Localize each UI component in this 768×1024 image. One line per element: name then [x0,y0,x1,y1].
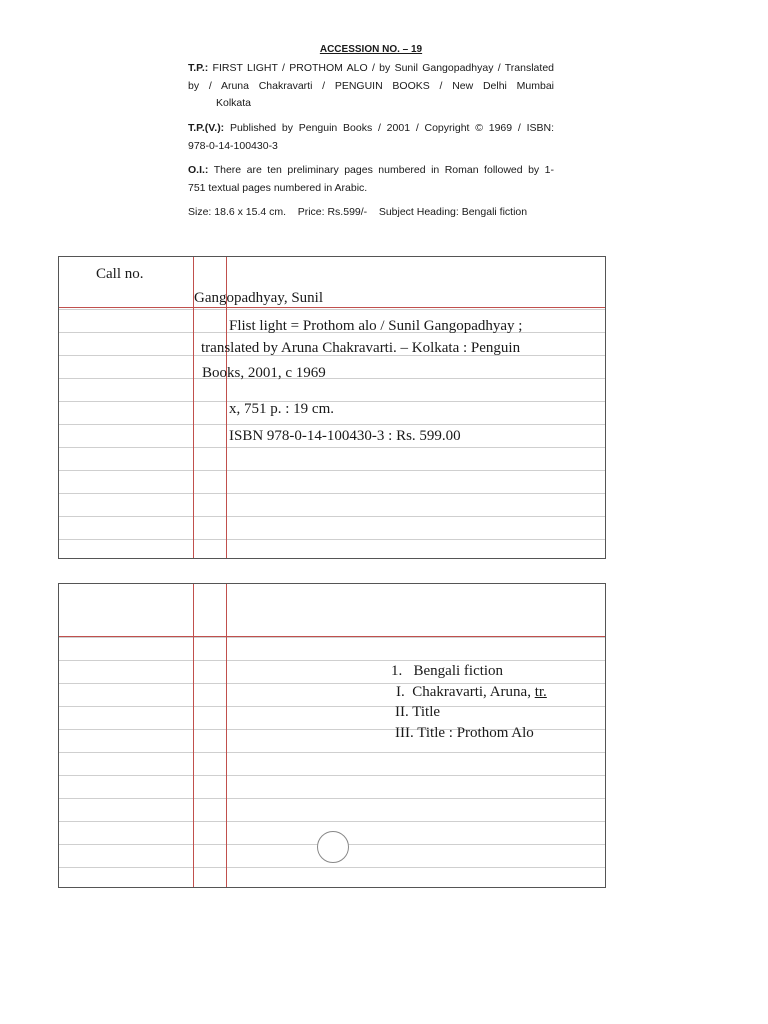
title-page-line-2: by / Aruna Chakravarti / PENGUIN BOOKS / New Delhi Mumbai [188,79,554,92]
title-statement-line-1: Flist light = Prothom alo / Sunil Gangopadhyay ; [229,318,523,334]
tracing-item: III. Title : Prothom Alo [395,725,534,741]
title-statement-line-3: Books, 2001, c 1969 [202,365,326,381]
other-information-entry [188,162,554,197]
accession-title: ACCESSION NO. – 19 [319,44,423,55]
title-statement-line-2: translated by Aruna Chakravarti. – Kolkata : Penguin [201,340,521,356]
other-information-line-1: O.I.: There are ten preliminary pages numbered in Roman followed by 1- [188,164,554,176]
collation-line: x, 751 p. : 19 cm. [229,401,334,417]
title-page-line-1: T.P.: FIRST LIGHT / PROTHOM ALO / by Sunil Gangopadhyay / Translated [188,62,554,74]
size-price-subject-line: Size: 18.6 x 15.4 cm. Price: Rs.599/- Subject Heading: Bengali fiction [188,206,528,218]
title-page-verso-line-2: 978-0-14-100430-3 [188,139,278,152]
other-information-line-2: 751 textual pages numbered in Arabic. [188,181,368,194]
tracing-card [58,583,606,888]
title-page-line-3: Kolkata [216,97,252,109]
isbn-price-line: ISBN 978-0-14-100430-3 : Rs. 599.00 [229,428,461,444]
title-page-entry [188,60,554,113]
title-page-verso-line-1: T.P.(V.): Published by Penguin Books / 2001 / Copyright © 1969 / ISBN: [188,122,554,134]
card-header-rule [59,636,605,637]
card-margin-rule-2 [226,584,227,887]
main-catalogue-card [58,256,606,559]
author-heading: Gangopadhyay, Sunil [194,290,324,306]
call-number-label: Call no. [96,266,144,282]
title-page-verso-entry [188,120,554,155]
tracing-item: 1. Bengali fiction [391,663,504,679]
card-header-rule [59,307,605,308]
card-margin-rule-1 [193,584,194,887]
card-punch-hole [317,831,349,863]
tracing-item: II. Title [395,704,441,720]
tracing-item: I. Chakravarti, Aruna, tr. [396,684,547,700]
